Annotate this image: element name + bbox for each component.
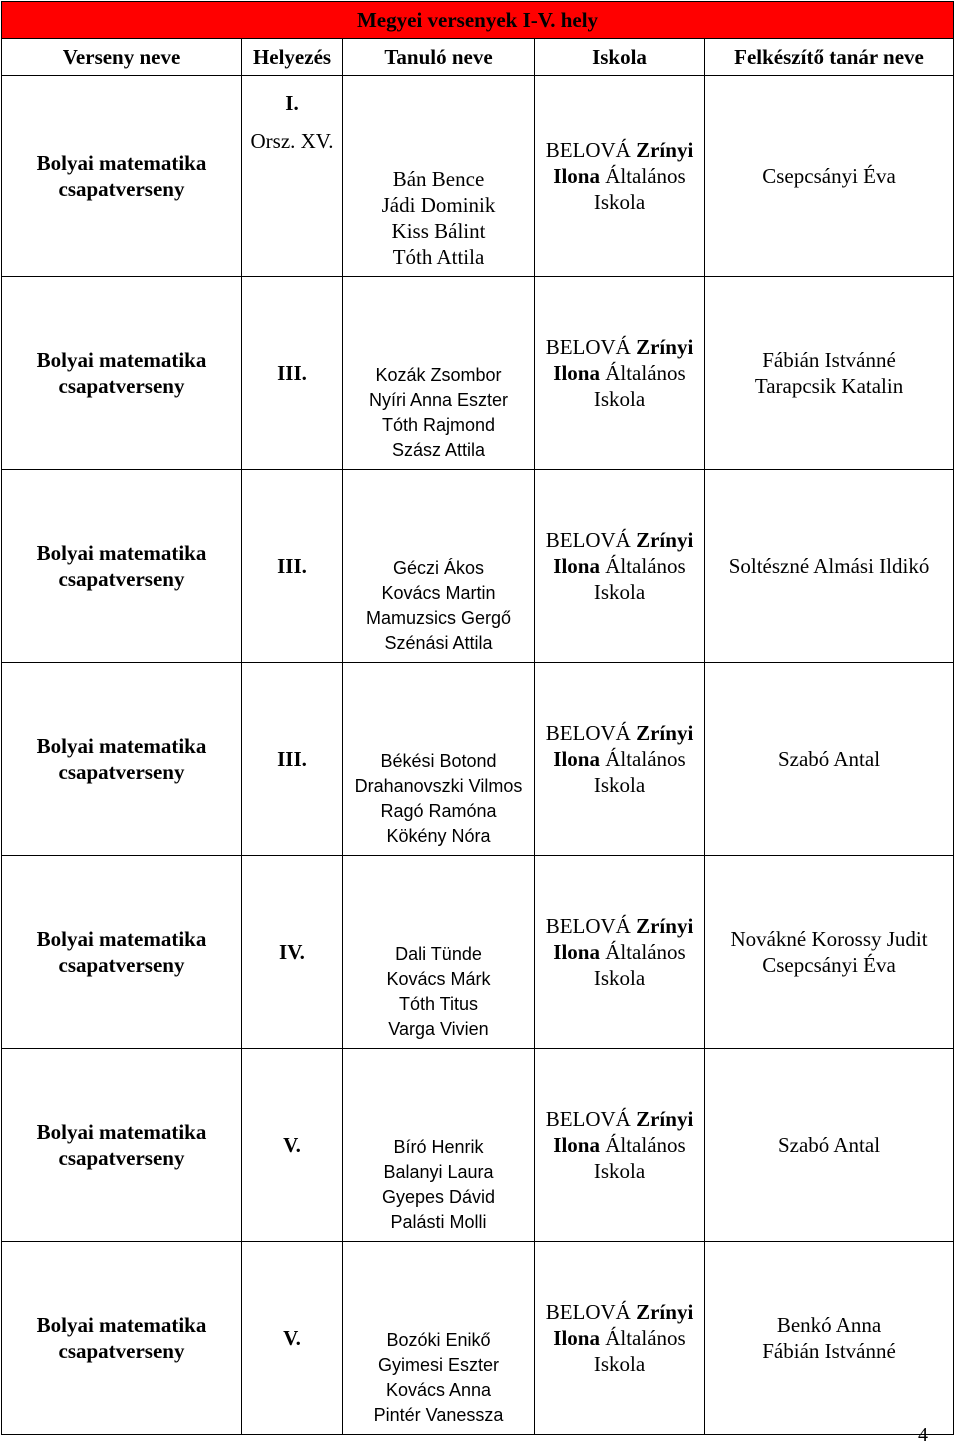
school-name-part: BELOVÁ: [545, 1300, 631, 1324]
table-row: [2, 1049, 954, 1242]
school-name-part: Ilona: [553, 554, 600, 578]
competition-cell: [2, 663, 242, 856]
school-name-part: Zrínyi: [636, 335, 694, 359]
teacher-name: Fábián Istvánné: [762, 1339, 896, 1363]
school-cell: [535, 1049, 705, 1242]
teacher-name: Benkó Anna: [776, 1313, 882, 1337]
students-cell: [343, 856, 535, 1049]
teacher-cell: [705, 663, 954, 856]
header-teacher: Felkészítő tanár neve: [705, 39, 954, 76]
competition-name: Bolyai matematika: [36, 927, 207, 951]
header-competition: Verseny neve: [2, 39, 242, 76]
school-name-part: Iskola: [593, 387, 646, 411]
table-row: [2, 856, 954, 1049]
competition-cell: [2, 856, 242, 1049]
competition-cell: [2, 470, 242, 663]
competition-name: Bolyai matematika: [36, 734, 207, 758]
header-school: Iskola: [535, 39, 705, 76]
school-name-part: Általános: [605, 1326, 686, 1350]
student-name: Tóth Rajmond: [381, 415, 496, 435]
competition-cell: [2, 1049, 242, 1242]
placement-cell: III.: [242, 277, 343, 470]
competition-cell: [2, 1242, 242, 1435]
teacher-name: Novákné Korossy Judit: [730, 927, 928, 951]
school-cell: [535, 663, 705, 856]
student-name: Kovács Márk: [386, 969, 491, 989]
school-name-part: Ilona: [553, 1133, 600, 1157]
table-row: [2, 470, 954, 663]
competition-name: Bolyai matematika: [36, 1120, 207, 1144]
school-name-part: BELOVÁ: [545, 721, 631, 745]
school-name-part: Zrínyi: [636, 721, 694, 745]
teacher-name: Fábián Istvánné: [762, 348, 896, 372]
school-name-part: Általános: [605, 361, 686, 385]
teacher-cell: [705, 1242, 954, 1435]
table-title: Megyei versenyek I-V. hely: [2, 2, 954, 39]
students-cell: [343, 1242, 535, 1435]
school-name-part: BELOVÁ: [545, 914, 631, 938]
teacher-name: Csepcsányi Éva: [762, 164, 896, 188]
school-name-part: BELOVÁ: [545, 1107, 631, 1131]
school-name-part: BELOVÁ: [545, 138, 631, 162]
placement-cell: V.: [242, 1049, 343, 1242]
competition-type: csapatverseny: [58, 1339, 185, 1363]
school-name-part: Zrínyi: [636, 1300, 694, 1324]
school-name-part: Iskola: [593, 190, 646, 214]
competition-type: csapatverseny: [58, 177, 185, 201]
teacher-cell: [705, 277, 954, 470]
school-name-part: BELOVÁ: [545, 528, 631, 552]
student-name: Varga Vivien: [388, 1019, 489, 1039]
student-name: Palásti Molli: [390, 1212, 487, 1232]
school-cell: [535, 76, 705, 277]
teacher-name: Szabó Antal: [777, 747, 881, 771]
school-cell: [535, 1242, 705, 1435]
student-name: Dali Tünde: [395, 944, 482, 964]
student-name: Kovács Anna: [385, 1380, 492, 1400]
competition-cell: [2, 277, 242, 470]
student-name: Bán Bence: [392, 167, 485, 191]
table-row: [2, 1242, 954, 1435]
student-name: Nyíri Anna Eszter: [368, 390, 509, 410]
student-name: Mamuzsics Gergő: [365, 608, 512, 628]
school-name-part: Általános: [605, 164, 686, 188]
students-cell: [343, 470, 535, 663]
competition-name: Bolyai matematika: [36, 151, 207, 175]
competition-name: Bolyai matematika: [36, 1313, 207, 1337]
school-name-part: Ilona: [553, 1326, 600, 1350]
results-table: [1, 1, 954, 1435]
placement-cell: V.: [242, 1242, 343, 1435]
school-name-part: Általános: [605, 1133, 686, 1157]
placement-cell: [242, 76, 343, 277]
student-name: Kozák Zsombor: [375, 365, 502, 385]
table-row: [2, 76, 954, 277]
school-name-part: Iskola: [593, 580, 646, 604]
school-cell: [535, 470, 705, 663]
school-name-part: Ilona: [553, 747, 600, 771]
teacher-name: Csepcsányi Éva: [762, 953, 896, 977]
school-name-part: Zrínyi: [636, 138, 694, 162]
competition-name: Bolyai matematika: [36, 348, 207, 372]
placement-cell: III.: [242, 470, 343, 663]
student-name: Balanyi Laura: [383, 1162, 494, 1182]
competition-name: Bolyai matematika: [36, 541, 207, 565]
students-cell: [343, 1049, 535, 1242]
student-name: Jádi Dominik: [381, 193, 496, 217]
students-cell: [343, 277, 535, 470]
student-name: Drahanovszki Vilmos: [354, 776, 523, 796]
competition-type: csapatverseny: [58, 760, 185, 784]
student-name: Tóth Titus: [398, 994, 479, 1014]
student-name: Bozóki Enikő: [386, 1330, 491, 1350]
header-placement: Helyezés: [242, 39, 343, 76]
teacher-name: Soltészné Almási Ildikó: [728, 554, 930, 578]
school-name-part: Iskola: [593, 1159, 646, 1183]
student-name: Gyepes Dávid: [381, 1187, 496, 1207]
student-name: Tóth Attila: [392, 245, 485, 269]
competition-type: csapatverseny: [58, 1146, 185, 1170]
teacher-cell: [705, 1049, 954, 1242]
school-name-part: Ilona: [553, 940, 600, 964]
table-row: [2, 663, 954, 856]
title-row: [2, 2, 954, 39]
school-name-part: Zrínyi: [636, 1107, 694, 1131]
student-name: Gyimesi Eszter: [377, 1355, 500, 1375]
placement: I.: [285, 91, 299, 115]
table-row: [2, 277, 954, 470]
school-name-part: Általános: [605, 747, 686, 771]
students-cell: [343, 76, 535, 277]
header-student: Tanuló neve: [343, 39, 535, 76]
school-name-part: Zrínyi: [636, 914, 694, 938]
placement-cell: III.: [242, 663, 343, 856]
competition-type: csapatverseny: [58, 953, 185, 977]
teacher-cell: [705, 76, 954, 277]
school-name-part: Iskola: [593, 773, 646, 797]
school-name-part: Iskola: [593, 966, 646, 990]
teacher-cell: [705, 470, 954, 663]
school-name-part: BELOVÁ: [545, 335, 631, 359]
student-name: Kovács Martin: [381, 583, 496, 603]
school-name-part: Általános: [605, 940, 686, 964]
student-name: Békési Botond: [380, 751, 497, 771]
student-name: Szénási Attila: [384, 633, 493, 653]
student-name: Szász Attila: [391, 440, 486, 460]
student-name: Kökény Nóra: [386, 826, 491, 846]
school-name-part: Ilona: [553, 361, 600, 385]
competition-cell: [2, 76, 242, 277]
competition-type: csapatverseny: [58, 567, 185, 591]
student-name: Bíró Henrik: [393, 1137, 484, 1157]
competition-type: csapatverseny: [58, 374, 185, 398]
student-name: Kiss Bálint: [391, 219, 486, 243]
school-name-part: Iskola: [593, 1352, 646, 1376]
school-cell: [535, 856, 705, 1049]
teacher-name: Tarapcsik Katalin: [754, 374, 904, 398]
header-row: [2, 39, 954, 76]
school-name-part: Zrínyi: [636, 528, 694, 552]
student-name: Géczi Ákos: [392, 558, 485, 578]
student-name: Ragó Ramóna: [380, 801, 497, 821]
page-number: 4: [918, 1424, 928, 1446]
school-name-part: Ilona: [553, 164, 600, 188]
student-name: Pintér Vanessza: [373, 1405, 504, 1425]
placement-cell: IV.: [242, 856, 343, 1049]
teacher-cell: [705, 856, 954, 1049]
national-placement: Orsz. XV.: [250, 129, 334, 153]
students-cell: [343, 663, 535, 856]
school-name-part: Általános: [605, 554, 686, 578]
school-cell: [535, 277, 705, 470]
teacher-name: Szabó Antal: [777, 1133, 881, 1157]
